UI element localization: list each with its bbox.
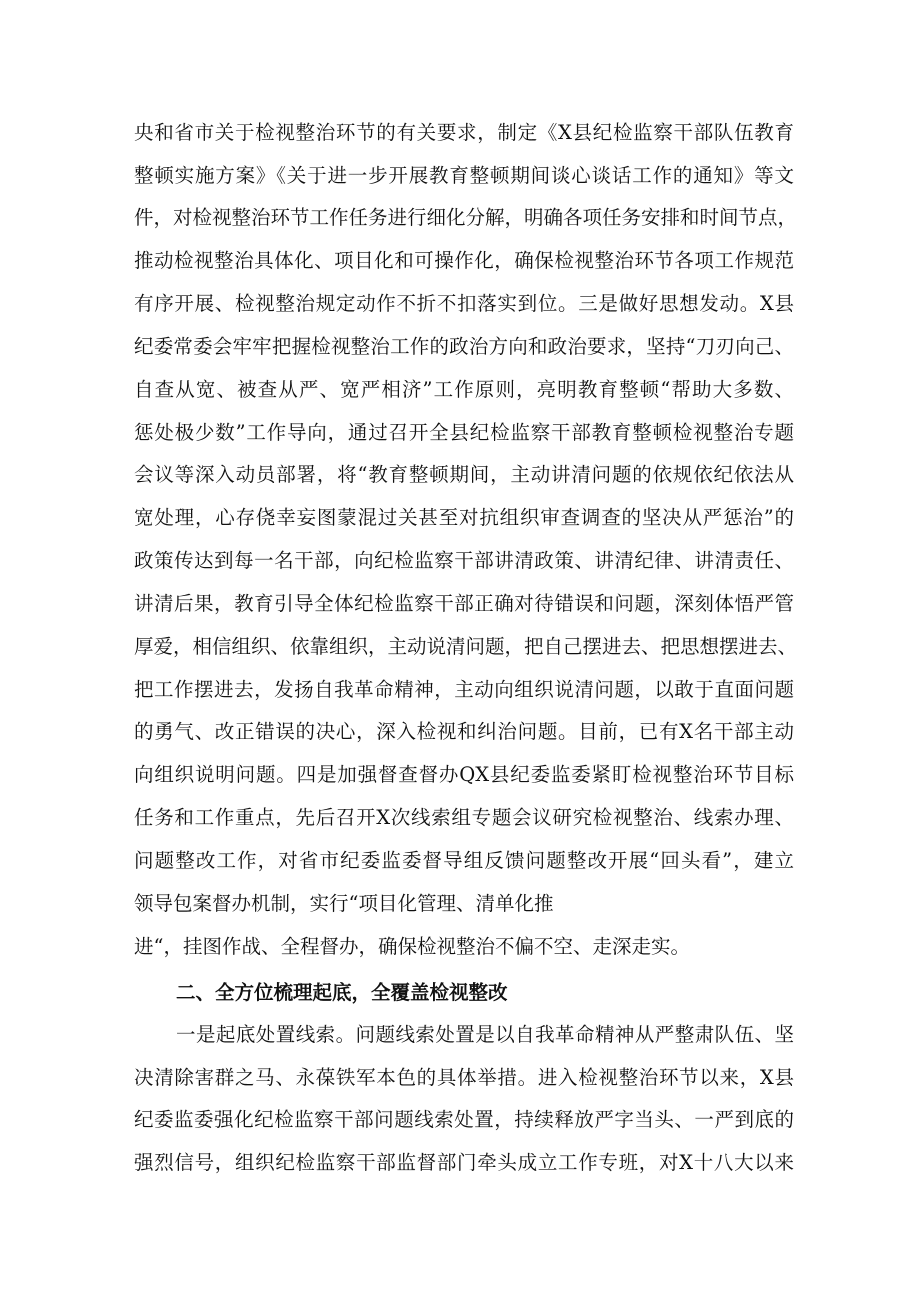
- text-line: 有序开展、检视整治规定动作不折不扣落实到位。三是做好思想发动。X县: [134, 292, 794, 315]
- text-line: 政策传达到每一名干部，向纪检监察干部讲清政策、讲清纪律、讲清责任、: [134, 549, 794, 572]
- text-line: 任务和工作重点，先后召开X次线索组专题会议研究检视整治、线索办理、: [134, 806, 794, 829]
- text-line: 推动检视整治具体化、项目化和可操作化，确保检视整治环节各项工作规范: [134, 249, 794, 272]
- text-line: 决清除害群之马、永葆铁军本色的具体举措。进入检视整治环节以来，X县: [134, 1066, 794, 1089]
- text-line: 自查从宽、被查从严、宽严相济”工作原则，亮明教育整顿“帮助大多数、: [134, 378, 794, 401]
- section-heading: 二、全方位梳理起底，全覆盖检视整改: [176, 981, 508, 1004]
- text-line: 宽处理，心存侥幸妄图蒙混过关甚至对抗组织审查调查的坚决从严惩治”的: [134, 506, 794, 529]
- text-line: 进“，挂图作战、全程督办，确保检视整治不偏不空、走深走实。: [134, 935, 690, 958]
- text-line: 的勇气、改正错误的决心，深入检视和纠治问题。目前，已有X名干部主动: [134, 720, 794, 743]
- text-line: 厚爱，相信组织、依靠组织，主动说清问题，把自己摆进去、把思想摆进去、: [134, 635, 798, 658]
- text-line: 向组织说明问题。四是加强督查督办QX县纪委监委紧盯检视整治环节目标: [134, 763, 794, 786]
- text-line: 央和省市关于检视整治环节的有关要求，制定《X县纪检监察干部队伍教育: [134, 121, 794, 144]
- text-line: 会议等深入动员部署，将“教育整顿期间，主动讲清问题的依规依纪依法从: [134, 463, 794, 486]
- text-line: 惩处极少数”工作导向，通过召开全县纪检监察干部教育整顿检视整治专题: [134, 421, 794, 444]
- text-line: 问题整改工作，对省市纪委监委督导组反馈问题整改开展“回头看”，建立: [134, 849, 794, 872]
- text-line: 纪委常委会牢牢把握检视整治工作的政治方向和政治要求，坚持“刀刃向己、: [134, 335, 794, 358]
- text-line: 把工作摆进去，发扬自我革命精神，主动向组织说清问题，以敢于直面问题: [134, 678, 794, 701]
- text-line: 讲清后果，教育引导全体纪检监察干部正确对待错误和问题，深刻体悟严管: [134, 592, 794, 615]
- text-line: 领导包案督办机制，实行“项目化管理、清单化推: [134, 892, 554, 915]
- text-line: 整顿实施方案》《关于进一步开展教育整顿期间谈心谈话工作的通知》等文: [134, 164, 794, 187]
- text-line: 纪委监委强化纪检监察干部问题线索处置，持续释放严字当头、一严到底的: [134, 1108, 794, 1131]
- text-line: 一是起底处置线索。问题线索处置是以自我革命精神从严整肃队伍、坚: [176, 1023, 794, 1046]
- text-line: 件，对检视整治环节工作任务进行细化分解，明确各项任务安排和时间节点，: [134, 206, 798, 229]
- text-line: 强烈信号，组织纪检监察干部监督部门牵头成立工作专班，对X十八大以来: [134, 1151, 794, 1174]
